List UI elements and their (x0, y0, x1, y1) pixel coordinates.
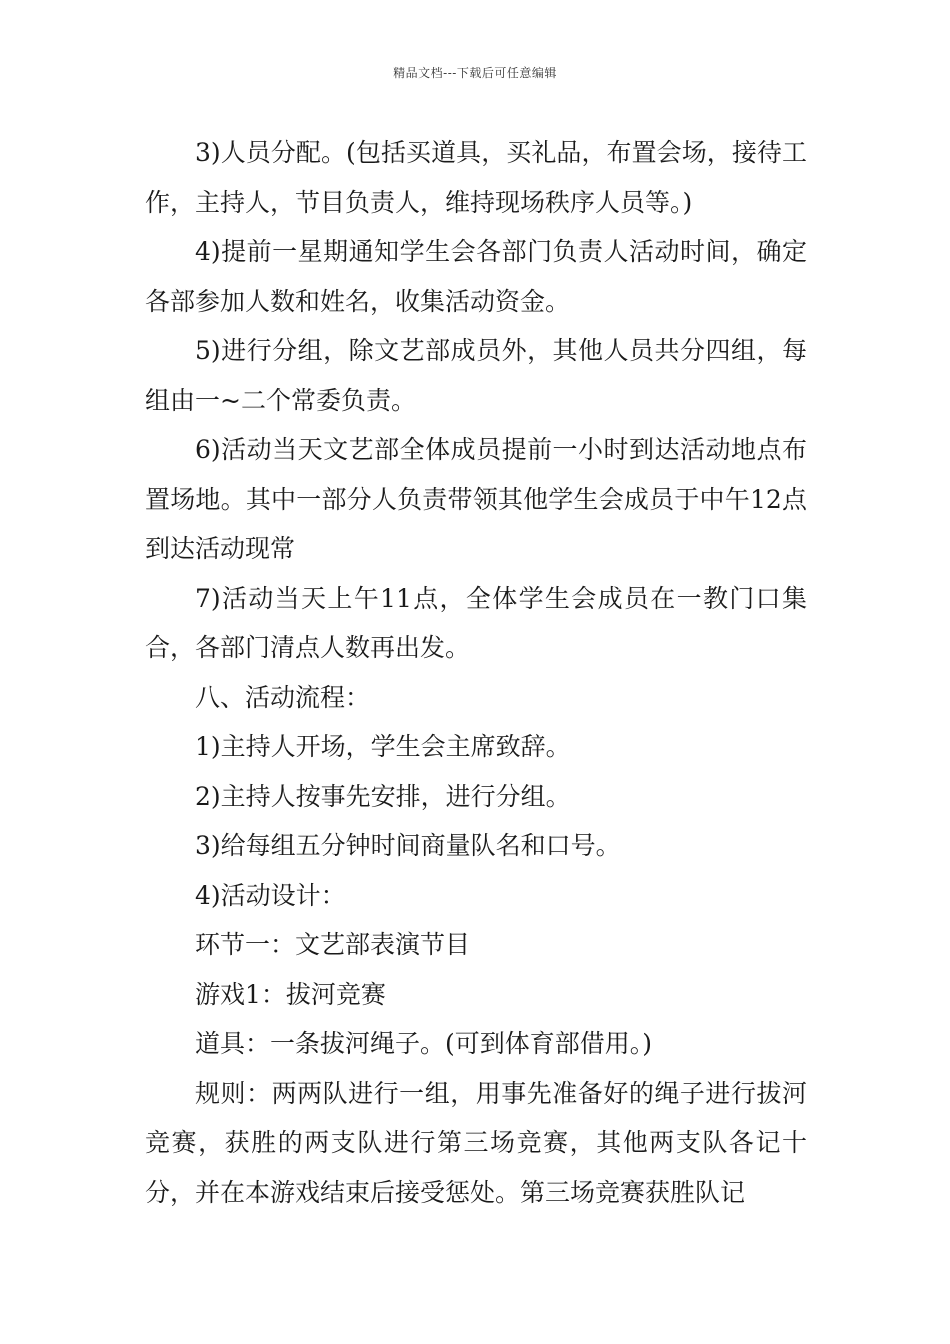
paragraph-staff-allocation: 3)人员分配。(包括买道具，买礼品，布置会场，接待工作，主持人，节目负责人，维持现场秩序人员等。) (145, 138, 807, 217)
paragraph-grouping: 5)进行分组，除文艺部成员外，其他人员共分四组，每组由一~二个常委负责。 (145, 336, 807, 415)
flow-item-opening: 1)主持人开场，学生会主席致辞。 (195, 732, 571, 761)
flow-item-team-name: 3)给每组五分钟时间商量队名和口号。 (195, 831, 621, 860)
flow-item-grouping: 2)主持人按事先安排，进行分组。 (195, 781, 571, 811)
paragraph-advance-notice: 4)提前一星期通知学生会各部门负责人活动时间，确定各部参加人数和姓名，收集活动资金。 (145, 237, 807, 316)
document-body (145, 128, 807, 1217)
page-header: 精品文档---下载后可任意编辑 (393, 66, 557, 80)
segment-one-title: 环节一：文艺部表演节目 (195, 930, 471, 959)
flow-item-activity-design: 4)活动设计： (195, 880, 346, 910)
game-one-props: 道具：一条拔河绳子。(可到体育部借用。) (195, 1029, 653, 1058)
paragraph-assembly: 7)活动当天上午11点，全体学生会成员在一教门口集合，各部门清点人数再出发。 (145, 583, 807, 662)
game-one-title: 游戏1：拔河竞赛 (195, 979, 386, 1009)
paragraph-venue-setup: 6)活动当天文艺部全体成员提前一小时到达活动地点布置场地。其中一部分人负责带领其他学生会成员于中午12点到达活动现常 (145, 435, 807, 563)
section-heading-activity-flow: 八、活动流程： (195, 682, 371, 712)
game-one-rules: 规则：两两队进行一组，用事先准备好的绳子进行拔河竞赛，获胜的两支队进行第三场竞赛，其他两支队各记十分，并在本游戏结束后接受惩处。第三场竞赛获胜队记 (145, 1078, 807, 1207)
